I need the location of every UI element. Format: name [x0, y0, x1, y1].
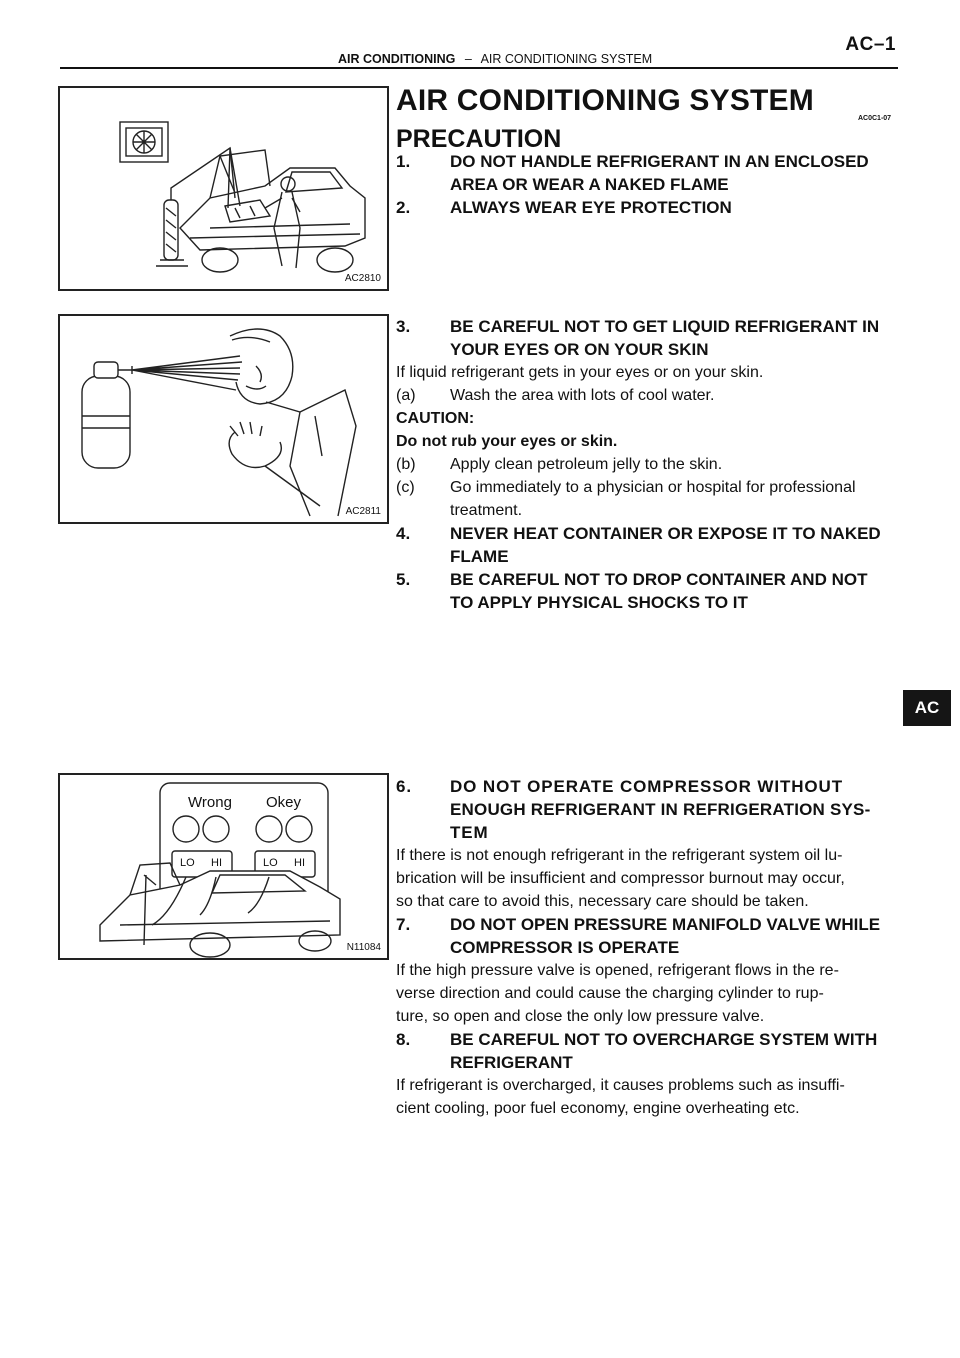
- title-block: [396, 84, 900, 154]
- sub-item-text: Go immediately to a physician or hospital for professional: [450, 479, 856, 496]
- caution-text: Do not rub your eyes or skin.: [396, 433, 618, 450]
- figure-code: AC2810: [344, 273, 381, 284]
- page-header: [60, 30, 898, 68]
- item-5: [396, 568, 900, 614]
- item-line: DO NOT OPERATE COMPRESSOR WITHOUT: [450, 777, 844, 796]
- sub-item-number: (b): [396, 456, 416, 473]
- running-head-subsection: AIR CONDITIONING SYSTEM: [480, 52, 653, 66]
- item-3: [396, 315, 900, 361]
- paragraph: ture, so open and close the only low pressure valve.: [396, 1008, 765, 1025]
- caution-heading: CAUTION:: [396, 410, 475, 427]
- item-line: BE CAREFUL NOT TO OVERCHARGE SYSTEM WITH: [450, 1030, 878, 1049]
- paragraph: If the high pressure valve is opened, refrigerant flows in the re-: [396, 962, 839, 979]
- item-line: BE CAREFUL NOT TO GET LIQUID REFRIGERANT IN: [450, 317, 880, 336]
- sub-item-b: [396, 453, 900, 476]
- item-line: NEVER HEAT CONTAINER OR EXPOSE IT TO NAKED: [450, 524, 881, 543]
- running-head-separator: –: [464, 52, 472, 66]
- sub-item-text: treatment.: [450, 502, 523, 519]
- paragraph: If there is not enough refrigerant in the refrigerant system oil lu-: [396, 847, 843, 864]
- paragraph: verse direction and could cause the charging cylinder to rup-: [396, 985, 824, 1002]
- lo-label-wrong: LO: [180, 857, 195, 869]
- item-line: ALWAYS WEAR EYE PROTECTION: [450, 198, 732, 217]
- paragraph: If liquid refrigerant gets in your eyes or on your skin.: [396, 364, 764, 381]
- item-line: DO NOT OPEN PRESSURE MANIFOLD VALVE WHILE: [450, 915, 881, 934]
- item-2: [396, 196, 900, 219]
- item-7: [396, 913, 900, 959]
- paragraph: brication will be insufficient and compressor burnout may occur,: [396, 870, 845, 887]
- items-1-2: [396, 150, 900, 219]
- item-line: DO NOT HANDLE REFRIGERANT IN AN ENCLOSED: [450, 152, 869, 171]
- figure-code: AC2811: [345, 506, 381, 517]
- item-6: [396, 775, 900, 844]
- refrigerant-spray-illustration: [60, 316, 387, 522]
- hi-label-wrong: HI: [211, 857, 222, 869]
- item-line: TEM: [450, 823, 489, 842]
- page-number: AC–1: [845, 34, 896, 55]
- figure-enclosed-area: [58, 86, 389, 291]
- item-line: ENOUGH REFRIGERANT IN REFRIGERATION SYS-: [450, 800, 871, 819]
- item-line: AREA OR WEAR A NAKED FLAME: [450, 175, 729, 194]
- doc-code: AC0C1-07: [858, 115, 892, 122]
- item-line: FLAME: [450, 547, 509, 566]
- page-title: AIR CONDITIONING SYSTEM: [396, 84, 814, 117]
- sub-item-c: [396, 476, 900, 522]
- item-number: 4.: [396, 524, 411, 543]
- item-4: [396, 522, 900, 568]
- lo-label-okey: LO: [263, 857, 278, 869]
- item-number: 1.: [396, 152, 411, 171]
- sub-item-text: Wash the area with lots of cool water.: [450, 387, 715, 404]
- item-line: COMPRESSOR IS OPERATE: [450, 938, 680, 957]
- car-service-illustration: [60, 88, 387, 289]
- section-title: PRECAUTION: [396, 125, 562, 153]
- items-6-8: [396, 775, 900, 1120]
- item-8: [396, 1028, 900, 1074]
- item-number: 8.: [396, 1030, 411, 1049]
- item-number: 3.: [396, 317, 411, 336]
- sub-item-number: (a): [396, 387, 416, 404]
- item-line: TO APPLY PHYSICAL SHOCKS TO IT: [450, 593, 748, 612]
- paragraph: so that care to avoid this, necessary care should be taken.: [396, 893, 809, 910]
- figure-code: N11084: [346, 942, 381, 953]
- header-rule: [60, 67, 898, 69]
- item-line: REFRIGERANT: [450, 1053, 573, 1072]
- figure-eye-protection: [58, 314, 389, 524]
- items-3-5: [396, 315, 900, 614]
- item-number: 2.: [396, 198, 411, 217]
- item-line: YOUR EYES OR ON YOUR SKIN: [450, 340, 709, 359]
- item-number: 5.: [396, 570, 411, 589]
- wrong-label: Wrong: [188, 794, 232, 811]
- item-1: [396, 150, 900, 196]
- running-head-section: AIR CONDITIONING: [338, 52, 456, 66]
- running-head: [338, 52, 652, 66]
- sub-item-a: [396, 384, 900, 407]
- section-tab-ac: AC: [903, 690, 951, 726]
- item-number: 7.: [396, 915, 411, 934]
- item-number: 6.: [396, 777, 412, 796]
- okey-label: Okey: [266, 794, 302, 811]
- sub-item-text: Apply clean petroleum jelly to the skin.: [450, 456, 723, 473]
- item-line: BE CAREFUL NOT TO DROP CONTAINER AND NOT: [450, 570, 868, 589]
- sub-item-number: (c): [396, 479, 415, 496]
- hi-label-okey: HI: [294, 857, 305, 869]
- paragraph: If refrigerant is overcharged, it causes problems such as insuffi-: [396, 1077, 845, 1094]
- paragraph: cient cooling, poor fuel economy, engine overheating etc.: [396, 1100, 800, 1117]
- figure-compressor-gauges: [58, 773, 389, 960]
